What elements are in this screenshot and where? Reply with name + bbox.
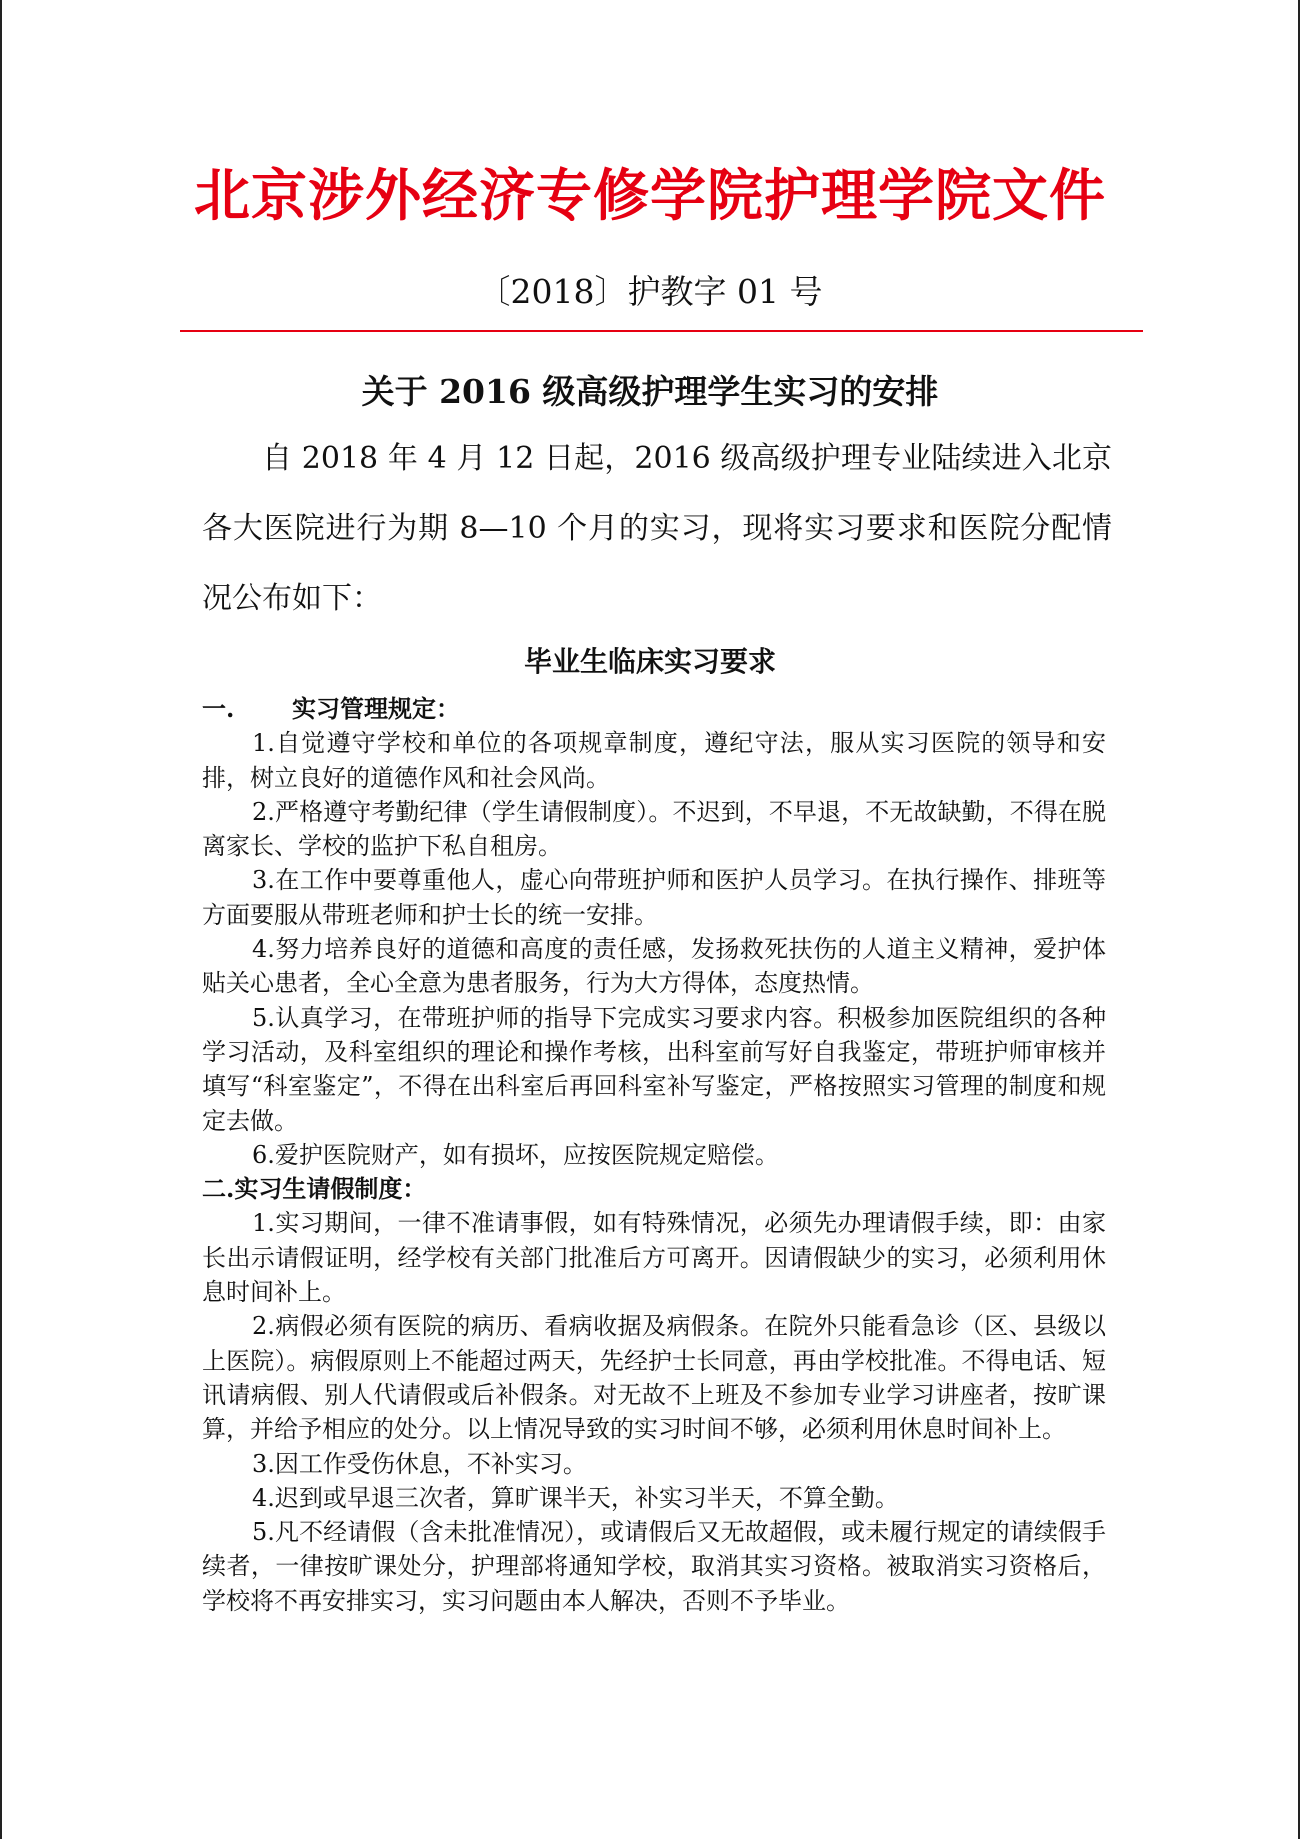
list-item: 2.病假必须有医院的病历、看病收据及病假条。在院外只能看急诊（区、县级以上医院）。病假原则上不能超过两天，先经护士长同意，再由学校批准。不得电话、短讯请病假、别人代请假或后补假条。对无故不上班及不参加专业学习讲座者，按旷课算，并给予相应的处分。以上情况导致的实习时间不够，必须利用休息时间补上。 [202, 1312, 1106, 1444]
section-heading [202, 692, 1106, 726]
section-heading-text: 实习管理规定： [292, 694, 460, 723]
document-body [202, 692, 1106, 1618]
list-item: 1.实习期间，一律不准请事假，如有特殊情况，必须先办理请假手续，即：由家长出示请假证明，经学校有关部门批准后方可离开。因请假缺少的实习，必须利用休息时间补上。 [202, 1209, 1106, 1307]
list-item: 1.自觉遵守学校和单位的各项规章制度，遵纪守法，服从实习医院的领导和安排，树立良好的道德作风和社会风尚。 [202, 729, 1106, 792]
intro-paragraph: 自 2018 年 4 月 12 日起，2016 级高级护理专业陆续进入北京各大医院进行为期 8—10 个月的实习，现将实习要求和医院分配情况公布如下： [202, 441, 1112, 616]
section-title: 毕业生临床实习要求 [523, 645, 776, 678]
header-red-rule [180, 330, 1143, 332]
list-item: 3.在工作中要尊重他人，虚心向带班护师和医护人员学习。在执行操作、排班等方面要服从带班老师和护士长的统一安排。 [202, 866, 1106, 929]
list-item: 4.迟到或早退三次者，算旷课半天，补实习半天，不算全勤。 [252, 1483, 899, 1512]
list-item: 2.严格遵守考勤纪律（学生请假制度）。不迟到，不早退，不无故缺勤，不得在脱离家长、学校的监护下私自租房。 [202, 797, 1106, 861]
document-subject: 关于 2016 级高级护理学生实习的安排 [361, 372, 939, 411]
document-header-title: 北京涉外经济专修学院护理学院文件 [194, 164, 1106, 229]
section-heading [202, 1172, 1106, 1206]
list-item: 6.爱护医院财产，如有损坏，应按医院规定赔偿。 [252, 1140, 779, 1169]
section-heading-text: 实习生请假制度： [234, 1174, 427, 1204]
section-number: 一. [202, 694, 235, 723]
document-number: 〔2018〕护教字 01 号 [477, 272, 823, 311]
section-number: 二. [202, 1174, 235, 1204]
list-item: 5.认真学习，在带班护师的指导下完成实习要求内容。积极参加医院组织的各种学习活动，及科室组织的理论和操作考核，出科室前写好自我鉴定，带班护师审核并填写“科室鉴定”，不得在出科室后再回科室补写鉴定，严格按照实习管理的制度和规定去做。 [202, 1003, 1106, 1135]
list-item: 4.努力培养良好的道德和高度的责任感，发扬救死扶伤的人道主义精神，爱护体贴关心患者，全心全意为患者服务，行为大方得体，态度热情。 [202, 935, 1106, 998]
list-item: 5.凡不经请假（含未批准情况），或请假后又无故超假，或未履行规定的请续假手续者，一律按旷课处分，护理部将通知学校，取消其实习资格。被取消实习资格后，学校将不再安排实习，实习问题由本人解决，否则不予毕业。 [202, 1518, 1106, 1615]
list-item: 3.因工作受伤休息，不补实习。 [252, 1449, 587, 1478]
